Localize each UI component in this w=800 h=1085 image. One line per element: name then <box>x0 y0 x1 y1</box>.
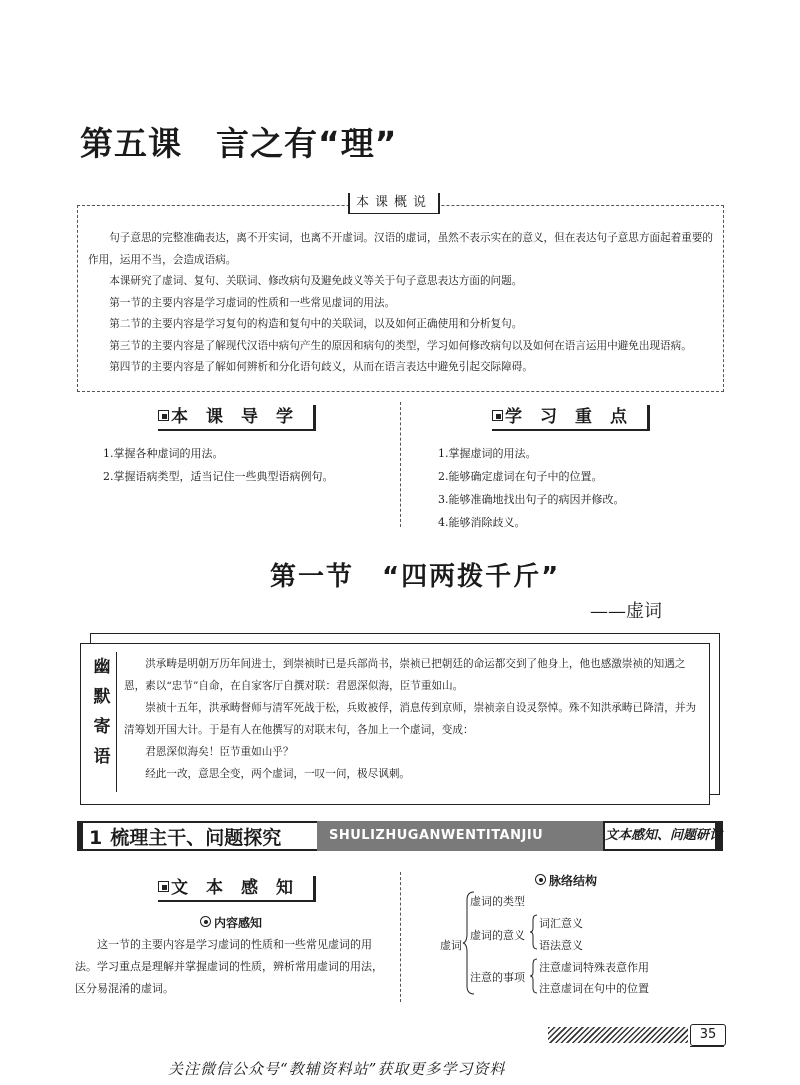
keypoints-list <box>438 442 625 534</box>
keypoints-heading: 学习重点 <box>492 405 650 431</box>
section-title: 第一节 “四两拨千斤” <box>270 562 561 592</box>
guide-heading: 本课导学 <box>158 405 316 431</box>
overview-paragraph: 本课研究了虚词、复句、关联词、修改病句及避免歧义等关于句子意思表达方面的问题。 <box>109 275 523 287</box>
tree-leaf: 词汇意义 <box>539 917 583 930</box>
humor-side-label: 幽 默 寄 语 <box>88 652 117 792</box>
tree-brace <box>529 913 539 951</box>
text-perception-heading: 文本感知 <box>158 876 316 902</box>
banner-pinyin: SHULIZHUGANWENTITANJIU <box>317 821 603 851</box>
guide-list <box>103 442 334 488</box>
tree-leaf: 注意虚词特殊表意作用 <box>539 961 649 974</box>
page-number: 35 <box>690 1024 726 1046</box>
overview-label: 本课概说 <box>348 193 440 214</box>
tree-branch: 注意的事项 <box>470 971 525 984</box>
humor-paragraph: 洪承畴是明朝万历年间进士，到崇祯时已是兵部尚书，崇祯已把朝廷的命运都交到了他身上，他也感激崇祯的知遇之恩，素以“忠节”自命，在自家客厅自撰对联：君恩深似海，臣节重如山。 <box>124 658 686 692</box>
square-mark-icon <box>158 410 169 421</box>
page-number-bar <box>548 1027 688 1043</box>
tree-brace <box>529 957 539 995</box>
square-mark-icon <box>492 410 503 421</box>
overview-paragraph: 第四节的主要内容是了解如何辨析和分化语句歧义，从而在语言表达中避免引起交际障碍。 <box>109 361 533 373</box>
content-perception-subheading: 内容感知 <box>200 914 262 931</box>
circle-mark-icon <box>200 916 211 927</box>
list-item: 2.掌握语病类型，适当记住一些典型语病例句。 <box>103 470 334 483</box>
square-mark-icon <box>158 881 169 892</box>
section-banner <box>77 821 723 851</box>
humor-paragraph: 经此一改，意思全变，两个虚词，一叹一问，极尽讽刺。 <box>145 768 411 780</box>
section-subtitle: ——虚词 <box>590 601 662 622</box>
banner-tag: 文本感知、问题研讨 <box>603 821 723 851</box>
list-item: 1.掌握各种虚词的用法。 <box>103 447 224 460</box>
circle-mark-icon <box>535 874 546 885</box>
list-item: 2.能够确定虚词在句子中的位置。 <box>438 470 603 483</box>
structure-heading: 脉络结构 <box>535 872 597 889</box>
text-perception-paragraph: 这一节的主要内容是学习虚词的性质和一些常见虚词的用法。学习重点是理解并掌握虚词的性质，辨析常用虚词的用法，区分易混淆的虚词。 <box>75 938 383 995</box>
humor-text <box>124 653 702 785</box>
list-item: 1.掌握虚词的用法。 <box>438 447 537 460</box>
column-divider <box>400 402 401 527</box>
humor-paragraph: 君恩深似海矣！臣节重如山乎？ <box>145 746 294 758</box>
overview-paragraph: 第一节的主要内容是学习虚词的性质和一些常见虚词的用法。 <box>109 296 396 309</box>
page-number-underline <box>690 1046 724 1047</box>
overview-paragraph: 第三节的主要内容是了解现代汉语中病句产生的原因和病句的类型，学习如何修改病句以及如何在语言运用中避免出现语病。 <box>109 339 692 352</box>
tree-leaf: 注意虚词在句中的位置 <box>539 982 649 995</box>
tree-branch: 虚词的意义 <box>470 929 525 942</box>
tree-leaf: 语法意义 <box>539 939 583 952</box>
overview-paragraph: 第二节的主要内容是学习复句的构造和复句中的关联词，以及如何正确使用和分析复句。 <box>109 318 523 330</box>
tree-branch: 虚词的类型 <box>470 895 525 908</box>
humor-paragraph: 崇祯十五年，洪承畴督师与清军死战于松，兵败被俘，消息传到京师，崇祯亲自设灵祭悼。殊不知洪承畴已降清，并为清筹划开国大计。于是有人在他撰写的对联末句，各加上一个虚词，变成： <box>124 702 697 736</box>
list-item: 3.能够准确地找出句子的病因并修改。 <box>438 493 625 506</box>
tree-root: 虚词 <box>440 939 462 952</box>
footer-note: 关注微信公众号“教辅资料站”获取更多学习资料 <box>168 1060 506 1078</box>
overview-paragraph: 句子意思的完整准确表达，离不开实词，也离不开虚词。汉语的虚词，虽然不表示实在的意义，但在表达句子意思方面起着重要的作用，运用不当，会造成语病。 <box>88 232 714 266</box>
column-divider <box>400 872 401 1002</box>
lesson-title: 第五课 言之有“理” <box>80 124 398 163</box>
overview-text <box>88 228 716 379</box>
banner-title: 1 梳理主干、问题探究 <box>77 821 317 851</box>
list-item: 4.能够消除歧义。 <box>438 516 526 529</box>
